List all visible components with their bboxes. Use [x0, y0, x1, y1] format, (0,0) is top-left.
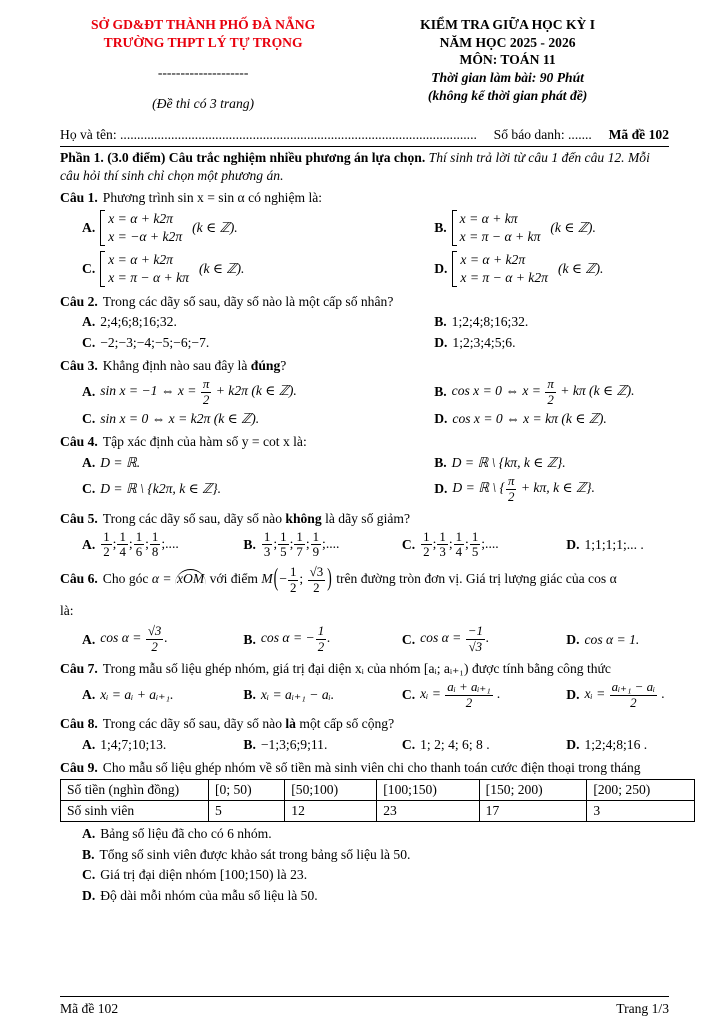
question-label: Câu 9. [60, 759, 98, 775]
options-grid [60, 207, 669, 289]
option-c [402, 680, 566, 710]
option-d [566, 680, 669, 710]
option-letter: B. [243, 687, 256, 703]
question-text-continued: là: [60, 603, 74, 619]
option-letter: C. [401, 537, 416, 552]
table-cell: 17 [479, 801, 587, 822]
option-letter: A. [82, 736, 96, 752]
angle-xom-hat: xOM [177, 571, 205, 587]
option-letter: A. [82, 384, 96, 400]
option-letter: A. [82, 825, 96, 841]
option-text: 1;2;3;4;5;6. [452, 334, 516, 350]
question-text-bold: đúng [250, 358, 281, 374]
option-text: cos α = − $\frac{1}{2}$ . [260, 623, 331, 654]
question-label: Câu 5. [60, 510, 98, 526]
question-label: Câu 3. [60, 358, 98, 374]
option-text: $\frac{1}{2}$ ; $\frac{1}{4}$ ; $\frac{1}{6}$ ; $\frac{1}{8}$ ;.... [103, 528, 179, 560]
cases-bracket [452, 210, 457, 246]
table-cell: [200; 250) [587, 780, 695, 801]
cases-lines [108, 251, 189, 287]
exam-code: Mã đề 102 [608, 126, 669, 142]
option-text: 1;2;4;8;16;32. [451, 314, 529, 330]
cases-lines [108, 210, 182, 246]
option-letter: D. [566, 631, 580, 647]
option-text: cos x = 0 ⇔ x = $\frac{\pi}{2}$ + kπ (k ∈ ℤ). [451, 376, 635, 407]
question-7 [60, 660, 669, 712]
option-c [82, 474, 434, 504]
question-label: Câu 1. [60, 189, 98, 205]
question-2 [60, 293, 669, 353]
option-a [82, 825, 669, 843]
option-b [243, 686, 401, 704]
divider-dashes: -------------------- [157, 65, 249, 81]
question-label: Câu 6. [60, 571, 98, 587]
option-text: xᵢ = aᵢ₊₁ − aᵢ. [260, 687, 335, 703]
table-cell: 23 [377, 801, 479, 822]
cases-expression [100, 210, 182, 246]
part1-instructions: Thí sinh trả lời từ câu 1 đến câu 12. Mỗi câu hỏi thí sinh chỉ chọn một phương án. [60, 150, 650, 184]
question-text: Tập xác định của hàm số y = cot x là: [102, 434, 307, 450]
option-letter: A. [82, 219, 96, 235]
option-b [243, 624, 401, 654]
option-letter: B. [434, 384, 447, 400]
option-a [82, 624, 243, 654]
table-cell: 5 [209, 801, 285, 822]
option-letter: A. [82, 454, 96, 470]
question-text: Cho góc [102, 571, 149, 587]
question-text-row [60, 660, 669, 678]
option-text: Bảng số liệu đã cho có 6 nhóm. [100, 825, 272, 841]
option-d [434, 410, 669, 428]
option-letter: D. [566, 687, 580, 703]
option-letter: B. [243, 736, 256, 752]
case-line-2: x = π − α + kπ [108, 269, 189, 285]
option-c [402, 530, 566, 560]
department-name: SỞ GD&ĐT THÀNH PHỐ ĐÀ NẴNG [91, 17, 316, 32]
question-label: Câu 2. [60, 294, 98, 310]
option-text: cos α = $\frac{-1}{√3}$ . [420, 623, 490, 654]
option-suffix: (k ∈ ℤ). [550, 219, 596, 235]
question-text: Cho mẫu số liệu ghép nhóm về số tiền mà sinh viên chi cho thanh toán cước điện thoại trong tháng [102, 759, 641, 775]
option-a [82, 377, 434, 407]
option-text: sin x = 0 ⇔ x = k2π (k ∈ ℤ). [100, 411, 260, 427]
option-text: sin x = −1 ⇔ x = $\frac{\pi}{2}$ + k2π (k ∈ ℤ). [100, 376, 297, 407]
case-line-2: x = π − α + k2π [460, 269, 548, 285]
option-text: cos α = 1. [584, 631, 640, 647]
option-a [82, 736, 243, 754]
option-letter: C. [401, 687, 416, 703]
option-letter: A. [82, 687, 96, 703]
options-grid [60, 679, 669, 712]
question-label: Câu 7. [60, 660, 98, 676]
question-text-row [60, 433, 669, 451]
option-letter: A. [82, 314, 96, 330]
cases-lines [460, 251, 548, 287]
option-letter: D. [434, 334, 448, 350]
option-b [434, 210, 669, 246]
candidate-info-row [60, 126, 669, 148]
left-paren: ( [273, 565, 279, 593]
question-text-bold: không [285, 510, 322, 526]
question-text-row [60, 293, 669, 311]
option-c [82, 410, 434, 428]
option-letter: D. [434, 411, 448, 427]
school-name: TRƯỜNG THPT LÝ TỰ TRỌNG [103, 34, 303, 50]
option-b [434, 454, 669, 472]
question-text: Trong các dãy số sau, dãy số nào [102, 510, 286, 526]
header-right [346, 16, 669, 113]
option-letter: B. [243, 537, 256, 552]
table-cell: [150; 200) [479, 780, 587, 801]
option-text: cos α = $\frac{√3}{2}$ . [100, 623, 168, 654]
table-cell: Số sinh viên [61, 801, 209, 822]
question-text-row [60, 189, 669, 207]
option-letter: B. [434, 314, 447, 330]
option-d [566, 536, 669, 554]
cases-bracket [100, 251, 105, 287]
duration-line: Thời gian làm bài: 90 Phút [431, 70, 584, 86]
table-cell: [50;100) [285, 780, 377, 801]
option-text: xᵢ = aᵢ + aᵢ₊₁. [100, 687, 174, 703]
option-c [82, 334, 434, 352]
case-line-1: x = α + k2π [108, 210, 173, 226]
footer-exam-code: Mã đề 102 [60, 1001, 119, 1017]
header-left [60, 16, 346, 113]
option-c [82, 251, 434, 287]
question-6 [60, 565, 669, 656]
option-suffix: (k ∈ ℤ). [198, 260, 245, 276]
question-label: Câu 8. [60, 716, 98, 732]
question-text: là dãy số giảm? [321, 510, 411, 526]
footer-page-number: Trang 1/3 [616, 1001, 669, 1017]
case-line-2: x = π − α + kπ [459, 228, 541, 244]
right-paren: ) [327, 565, 332, 593]
part1-heading [60, 149, 669, 184]
option-letter: B. [243, 631, 256, 647]
table-row [61, 801, 695, 822]
options-grid [60, 452, 669, 506]
question-9 [60, 759, 669, 908]
case-line-1: x = α + k2π [108, 251, 173, 267]
option-suffix: (k ∈ ℤ). [192, 219, 238, 235]
option-a [82, 686, 243, 704]
question-text-row [60, 357, 669, 375]
option-letter: D. [434, 260, 448, 276]
subject-line: MÔN: TOÁN 11 [459, 52, 556, 68]
question-3 [60, 357, 669, 429]
case-line-2: x = −α + k2π [108, 228, 183, 244]
question-text: Khẳng định nào sau đây là [102, 358, 251, 374]
option-text: D = ℝ. [100, 454, 141, 470]
question-4 [60, 433, 669, 505]
option-suffix: (k ∈ ℤ). [557, 260, 604, 276]
option-text: 1;1;1;1;... . [584, 537, 644, 552]
options-grid [60, 623, 669, 656]
option-a [82, 210, 434, 246]
option-text: $\frac{1}{3}$ ; $\frac{1}{5}$ ; $\frac{1}{7}$ ; $\frac{1}{9}$ ;.... [263, 528, 340, 560]
option-text: xᵢ = $\frac{\text{aᵢ + aᵢ₊₁}}{2}$ . [420, 679, 501, 710]
option-letter: D. [566, 736, 580, 752]
table-row [61, 780, 695, 801]
option-text: 1; 2; 4; 6; 8 . [420, 736, 490, 752]
question-text: với điểm [209, 571, 258, 587]
option-letter: C. [82, 481, 96, 497]
table-cell: 3 [587, 801, 695, 822]
exam-header [60, 16, 669, 113]
cases-bracket [452, 251, 457, 287]
page-footer [60, 996, 669, 1018]
school-year: NĂM HỌC 2025 - 2026 [439, 34, 576, 50]
option-a [82, 530, 243, 560]
option-letter: C. [82, 334, 96, 350]
statements-list [60, 825, 669, 905]
question-text-bold: là [285, 716, 296, 732]
point-m: M [261, 571, 273, 587]
duration-note: (không kể thời gian phát đề) [427, 87, 588, 103]
cases-expression [452, 210, 541, 246]
option-letter: A. [82, 631, 96, 647]
option-text: D = ℝ \ {kπ, k ∈ ℤ}. [451, 454, 566, 470]
question-text: Phương trình sin x = sin α có nghiệm là: [102, 189, 323, 205]
table-cell: [100;150) [377, 780, 479, 801]
options-grid [60, 528, 669, 561]
option-text: 1;4;7;10;13. [100, 736, 167, 752]
option-b [243, 530, 401, 560]
option-letter: B. [434, 454, 447, 470]
option-letter: D. [434, 481, 448, 497]
option-b [243, 736, 401, 754]
options-grid [60, 734, 669, 755]
option-text: $\frac{1}{2}$ ; $\frac{1}{3}$ ; $\frac{1}{4}$ ; $\frac{1}{5}$ ;.... [423, 528, 499, 560]
option-d [434, 251, 669, 287]
candidate-number-label: Số báo danh: ....... [493, 126, 592, 142]
name-field-label: Họ và tên: ......................................................................................................... [60, 126, 477, 142]
option-a [82, 313, 434, 331]
question-text: một cấp số cộng? [295, 716, 395, 732]
option-letter: C. [82, 260, 96, 276]
option-text: 2;4;6;8;16;32. [100, 314, 177, 330]
option-letter: A. [82, 537, 96, 552]
question-text-row [60, 715, 669, 733]
option-d [434, 334, 669, 352]
frequency-table [60, 779, 695, 821]
option-text: D = ℝ \ {k2π, k ∈ ℤ}. [100, 481, 222, 497]
option-text: D = ℝ \ { $\frac{\pi}{2}$ + kπ, k ∈ ℤ}. [452, 473, 595, 504]
option-b [82, 846, 669, 864]
option-d [566, 631, 669, 649]
option-c [82, 866, 669, 884]
option-a [82, 454, 434, 472]
option-letter: C. [82, 867, 96, 883]
pages-note: (Đề thi có 3 trang) [152, 96, 255, 112]
exam-title: KIỂM TRA GIỮA HỌC KỲ I [420, 17, 596, 32]
question-label: Câu 4. [60, 434, 98, 450]
option-letter: B. [434, 219, 447, 235]
option-d [434, 474, 669, 504]
option-text: cos x = 0 ⇔ x = kπ (k ∈ ℤ). [452, 411, 607, 427]
option-text: xᵢ = $\frac{\text{aᵢ₊₁ − aᵢ}}{2}$ . [584, 679, 665, 710]
cases-bracket [100, 210, 105, 246]
options-grid [60, 312, 669, 353]
option-letter: D. [566, 537, 580, 552]
options-grid [60, 376, 669, 430]
question-text: trên đường tròn đơn vị. Giá trị lượng giác của cos α [336, 571, 617, 587]
option-letter: C. [401, 631, 416, 647]
alpha-equals: α = [151, 571, 172, 587]
option-letter: C. [401, 736, 416, 752]
point-coordinates: − $\frac{1}{2}$ ; $\frac{√3}{2}$ [279, 564, 324, 595]
case-line-1: x = α + kπ [459, 210, 518, 226]
table-cell: 12 [285, 801, 377, 822]
question-8 [60, 715, 669, 754]
question-text-row [60, 510, 669, 528]
question-1 [60, 189, 669, 289]
question-text: Trong các dãy số sau, dãy số nào [102, 716, 286, 732]
question-text-row [60, 759, 669, 777]
cases-expression [452, 251, 548, 287]
option-letter: B. [82, 846, 95, 862]
question-text: Trong mẫu số liệu ghép nhóm, giá trị đại diện xᵢ của nhóm [aᵢ; aᵢ₊₁) được tính bằng công thức [102, 660, 611, 676]
question-5 [60, 510, 669, 562]
option-c [402, 624, 566, 654]
table-cell: Số tiền (nghìn đồng) [61, 780, 209, 801]
option-d [566, 736, 669, 754]
option-letter: C. [82, 411, 96, 427]
table-cell: [0; 50) [209, 780, 285, 801]
option-text: −1;3;6;9;11. [260, 736, 328, 752]
case-line-1: x = α + k2π [460, 251, 526, 267]
option-c [402, 736, 566, 754]
question-text: ? [280, 358, 287, 374]
cases-expression [100, 251, 189, 287]
option-text: Độ dài mỗi nhóm của mẫu số liệu là 50. [100, 887, 318, 903]
part1-title: Phần 1. (3.0 điểm) Câu trắc nghiệm nhiều phương án lựa chọn. [60, 150, 426, 166]
option-letter: D. [82, 887, 96, 903]
cases-lines [460, 210, 541, 246]
option-b [434, 313, 669, 331]
option-b [434, 377, 669, 407]
option-text: 1;2;4;8;16 . [584, 736, 648, 752]
option-text: Giá trị đại diện nhóm [100;150) là 23. [100, 867, 308, 883]
option-text: Tổng số sinh viên được khảo sát trong bảng số liệu là 50. [99, 846, 411, 862]
option-text: −2;−3;−4;−5;−6;−7. [100, 334, 210, 350]
question-text-row [60, 565, 669, 595]
option-d [82, 887, 669, 905]
question-text: Trong các dãy số sau, dãy số nào là một cấp số nhân? [102, 294, 394, 310]
